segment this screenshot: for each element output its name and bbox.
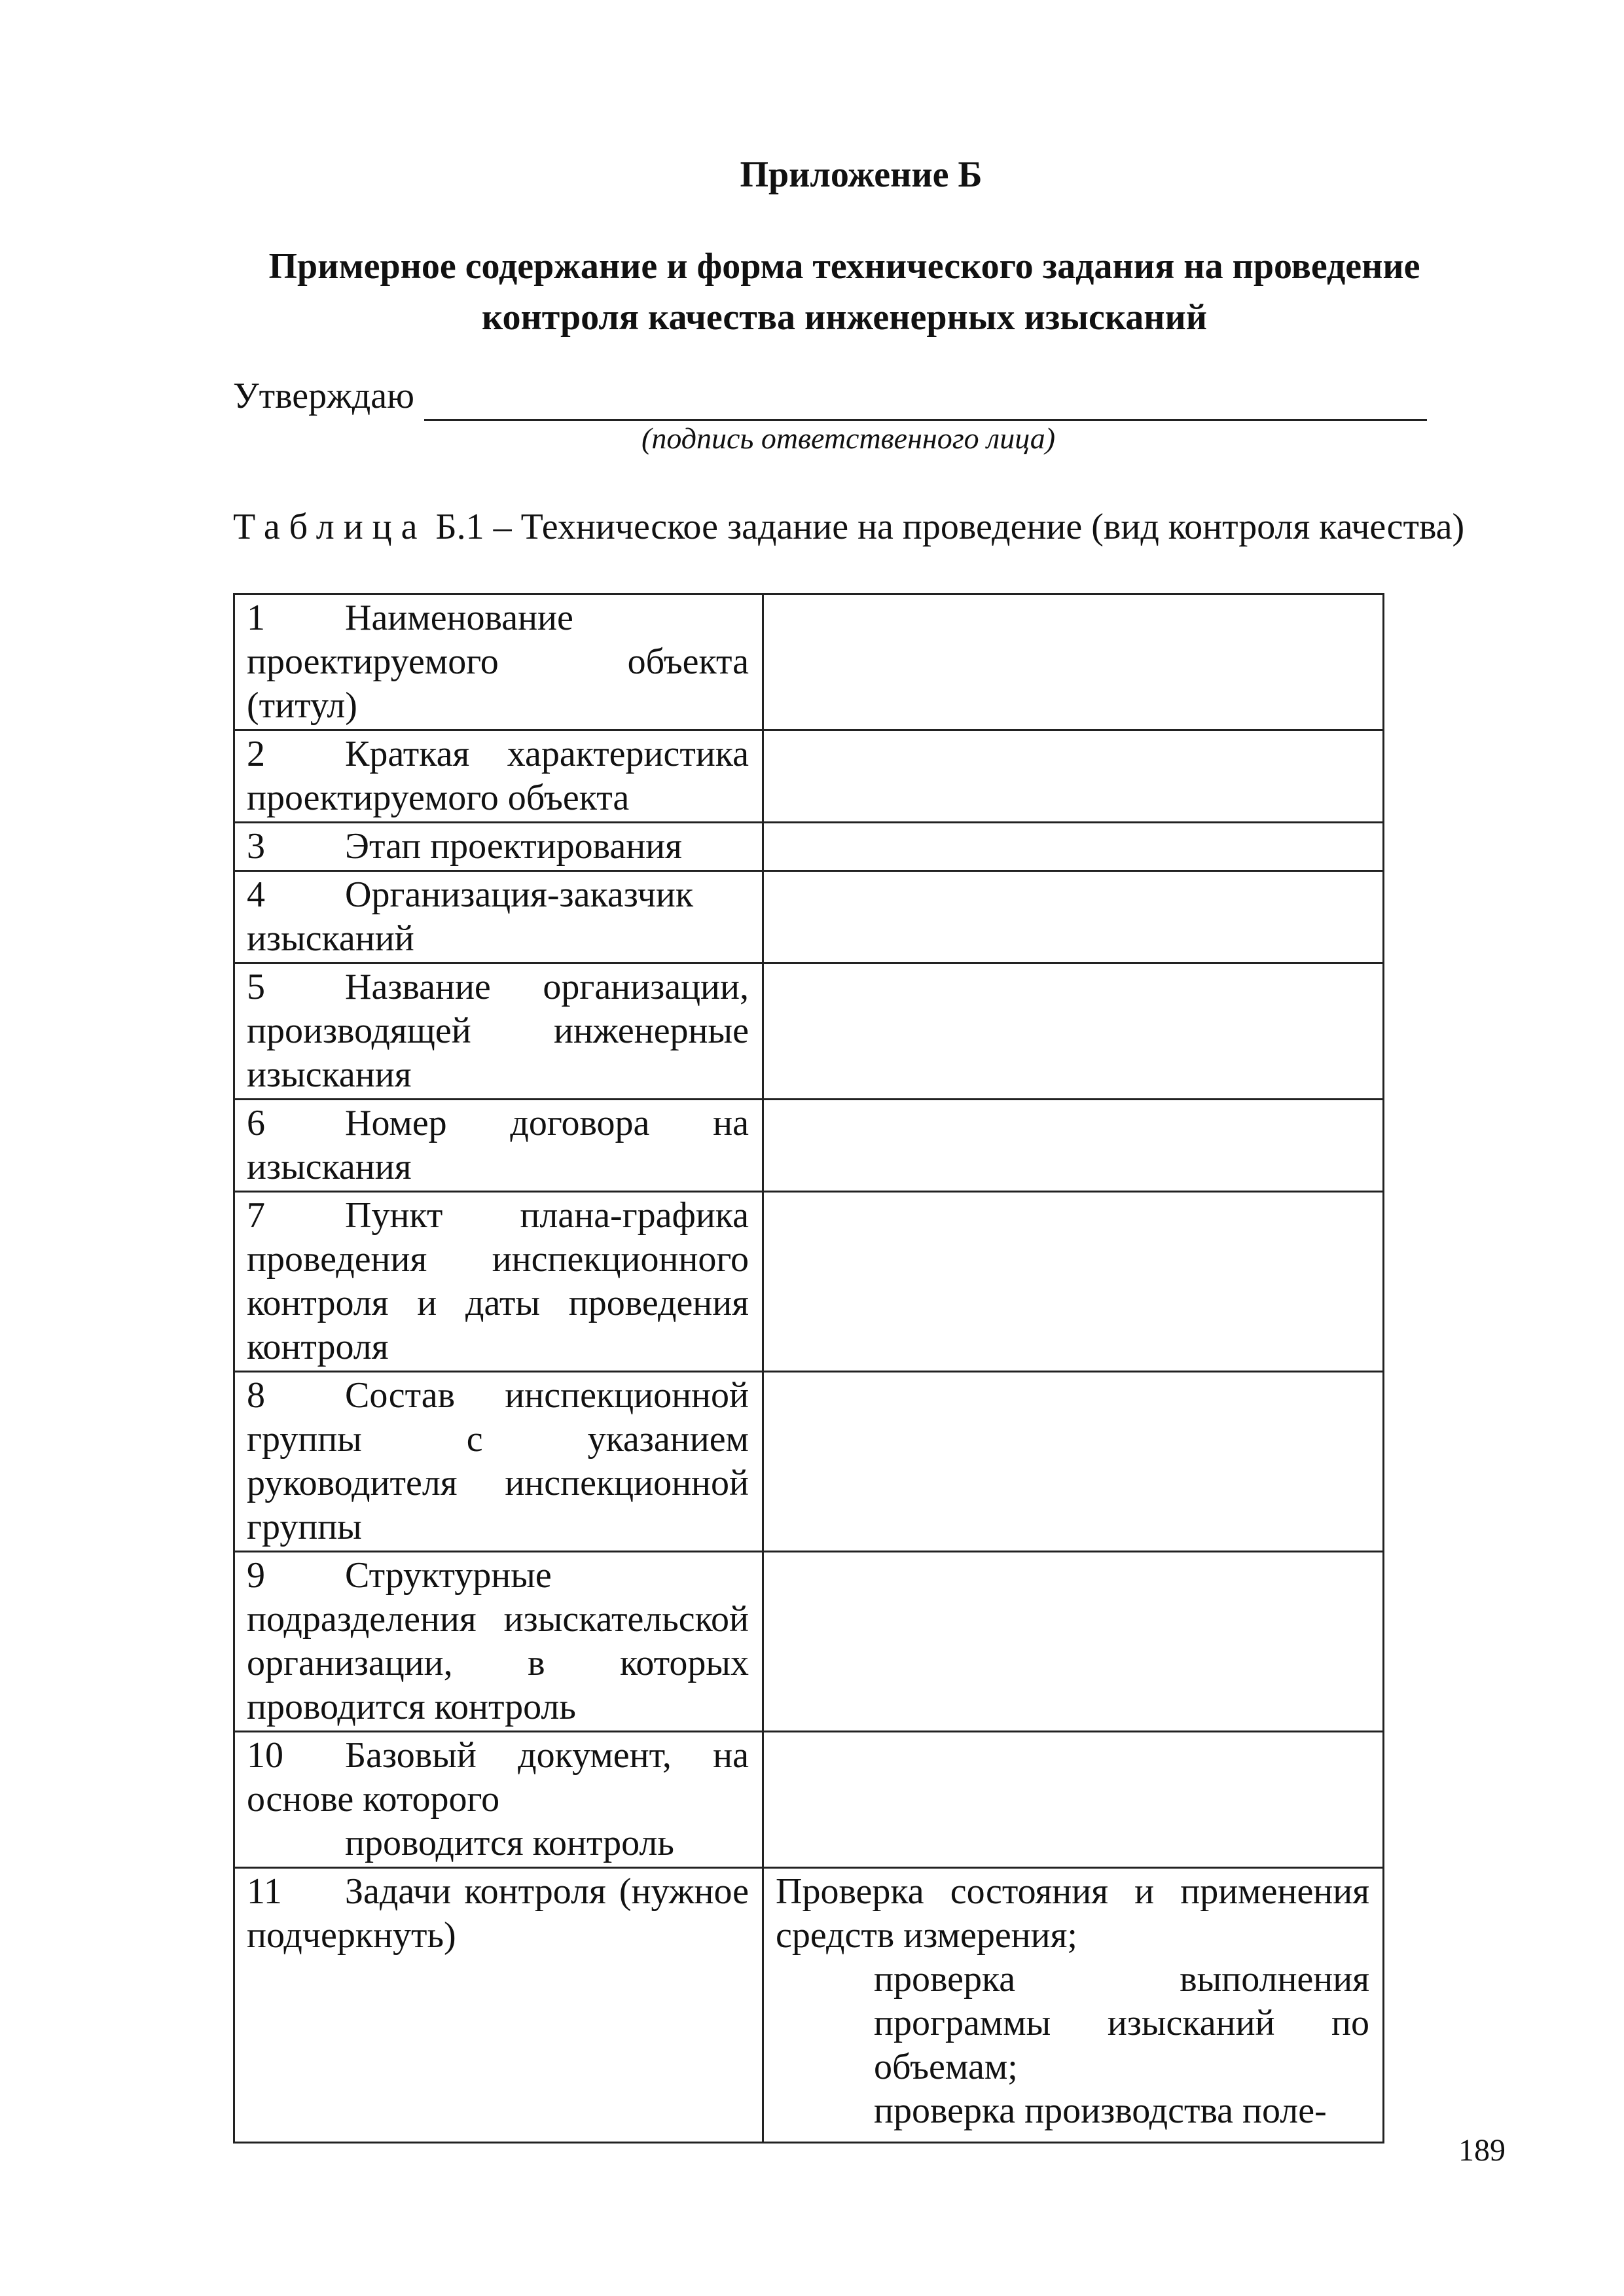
document-heading: Примерное содержание и форма технического задания на проведение контроля качества инженерных изысканий [268,246,1420,338]
row-label [234,1372,763,1552]
row-text: Структурные подразделения изыскательской организации, в которых проводится контроль [247,1555,749,1727]
row-value [763,1100,1384,1192]
row-value [763,1732,1384,1868]
table-row [234,1732,1384,1868]
row-text: Задачи контроля (нужное подчеркнуть) [247,1871,749,1956]
task-item: Проверка состояния и применения средств измерения; [776,1871,1369,1956]
table-row [234,1100,1384,1192]
row-value [763,1372,1384,1552]
row-value [763,871,1384,963]
task-item: проверка выполнения программы изысканий по объемам; [874,1959,1369,2087]
row-text: Состав инспекционной группы с указанием руководителя инспекционной группы [247,1375,749,1547]
row-value [763,963,1384,1100]
row-text: Краткая характеристика проектируемого объекта [247,734,749,818]
row-text: Название организации, производящей инженерные изыскания [247,967,749,1095]
table-row [234,823,1384,871]
row-text: Этап проектирования [345,826,682,867]
specification-table [233,593,1384,2144]
row-text-continuation: проводится контроль [345,1823,674,1863]
row-label [234,823,763,871]
row-label [234,1192,763,1372]
table-row [234,963,1384,1100]
approve-label: Утверждаю [233,376,414,416]
table-row [234,730,1384,823]
row-label [234,594,763,730]
row-text: Пункт плана-графика проведения инспекционного контроля и даты проведения контроля [247,1195,749,1367]
row-text: Базовый документ, на основе которого [247,1735,749,1820]
row-number: 7 [247,1195,265,1236]
row-label [234,871,763,963]
row-text: Организация-заказчик изысканий [247,874,694,959]
page-number: 189 [1458,2133,1506,2168]
row-number: 2 [247,734,265,774]
row-value [763,1192,1384,1372]
table-caption [233,504,1464,550]
table-row [234,1372,1384,1552]
table-caption-number: Б.1 [435,507,484,547]
row-number: 8 [247,1375,265,1416]
row-number: 1 [247,598,265,638]
row-value [763,730,1384,823]
row-label [234,1552,763,1732]
row-label [234,1868,763,2143]
row-number: 4 [247,874,265,915]
row-text: Наименование проектируемого объекта (титул) [247,598,749,726]
row-number: 10 [247,1735,283,1776]
row-number: 3 [247,826,265,867]
row-value [763,1552,1384,1732]
table-row [234,871,1384,963]
row-number: 5 [247,967,265,1007]
task-item: проверка производства поле- [874,2090,1327,2131]
appendix-title: Приложение Б [740,154,983,195]
table-caption-text: – Техническое задание на проведение (вид контроля качества) [493,507,1465,547]
row-value [763,823,1384,871]
row-label [234,1732,763,1868]
row-text: Номер договора на изыскания [247,1103,749,1187]
table-row [234,1552,1384,1732]
table-row [234,1868,1384,2143]
row-label [234,963,763,1100]
table-caption-label: Таблица [233,507,427,547]
row-tasks [763,1868,1384,2143]
table-row [234,1192,1384,1372]
row-number: 6 [247,1103,265,1143]
row-number: 9 [247,1555,265,1596]
signature-hint: (подпись ответственного лица) [641,422,1056,455]
table-row [234,594,1384,730]
row-label [234,1100,763,1192]
row-number: 11 [247,1871,282,1912]
row-label [234,730,763,823]
row-value [763,594,1384,730]
